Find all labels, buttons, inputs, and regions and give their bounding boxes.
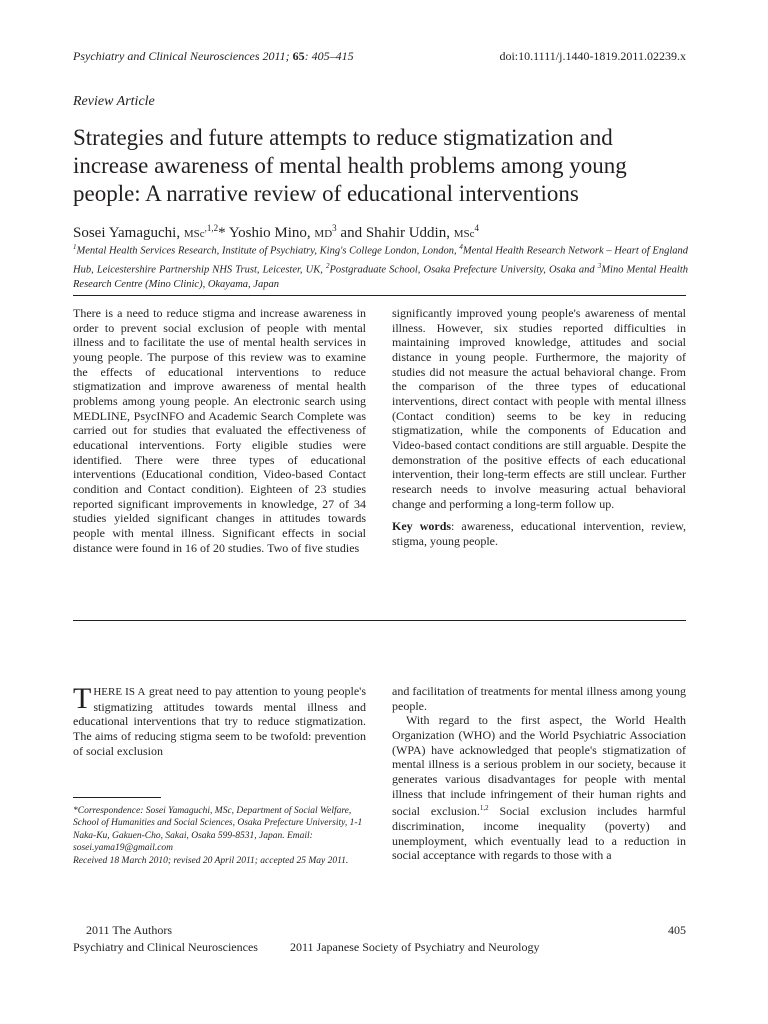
abstract-bottom-rule [73,620,686,621]
body-right-column [392,684,686,863]
keywords: Key words: awareness, educational intervention, review, stigma, young people. [392,519,686,548]
footer-journal: Psychiatry and Clinical Neurosciences [73,940,258,954]
affiliations: $^1$Mental Health Services Research, Institute of Psychiatry, King's College London, London, $^4$Mental Health Research Network – Heart of England Hub, Leicestershire Partnership NHS Trust, Leicester, UK, $^2$Postgraduate School, Osaka Prefecture University, Osaka and $^3$Mino Mental Health Research Centre (Mino Clinic), Okayama, Japan [73,243,688,291]
abstract-right-text: significantly improved young people's awareness of mental illness. However, six studies reported difficulties in maintaining improved knowledge, attitudes and social distance in young people. Furthermore, the majority of studies did not measure the actual behavioral change. From the comparison of the three types of educational interventions, direct contact with people with mental illness (Contact condition) seems to be key in reducing stigmatization, while the components of Education and Video-based contact conditions are still arguable. Despite the demonstration of the positive effects of each educational intervention, their long-term effects are still unclear. Further research needs to involve measuring actual behavioral change and performing a long-term follow up. [392,306,686,511]
page-number: 405 [668,923,686,937]
article-title: Strategies and future attempts to reduce stigmatization and increase awareness of mental health problems among young people: A narrative review of educational interventions [73,125,627,206]
correspondence-footnote: *Correspondence: Sosei Yamaguchi, MSc, Department of Social Welfare, School of Humanities and Social Sciences, Osaka Prefecture University, 1-1 Naka-Ku, Gakuen-Cho, Sakai, Osaka 599-8531, Japan. Email: sosei.yama19@gmail.com Received 18 March 2010; revised 20 April 2011; accepted 25 May 2011. [73,806,363,866]
body-paragraph: With regard to the first aspect, the World Health Organization (WHO) and the World Psychiatric Association (WPA) have acknowledged that people's stigmatization of mental illness is a serious problem in our society, because it generates various disadvantages for people with mental illness that include infringement of their human rights and social exclusion.$^{1,2}$ Social exclusion includes harmful discrimination, income inequality (poverty) and unemployment, which eventually lead to a reduction in social acceptance with regards to those with a [392,713,686,863]
running-header-journal: Psychiatry and Clinical Neurosciences 2011; 65: 405–415 [73,49,354,63]
body-left-column: THERE IS A great need to pay attention to young people's stigmatizing attitudes towards mental illness and educational interventions that try to reduce stigmatization. The aims of reducing stigma seem to be twofold: prevention of social exclusion [73,682,367,758]
footnote-rule [73,797,161,798]
abstract-right-column [392,306,686,549]
footer-society: 2011 Japanese Society of Psychiatry and Neurology [290,940,540,954]
article-type: Review Article [73,94,155,109]
doi: doi:10.1111/j.1440-1819.2011.02239.x [499,49,686,63]
drop-cap: T [73,682,92,715]
footer-copyright-authors: 2011 The Authors [86,923,172,937]
body-paragraph: and facilitation of treatments for mental illness among young people. [392,684,686,713]
abstract-left-column: There is a need to reduce stigma and increase awareness in order to prevent social exclusion of people with mental illness and to facilitate the use of mental health services in young people. The purpose of this review was to examine the effects of educational interventions to reduce stigmatization and improve awareness of mental health problems among young people. An electronic search using MEDLINE, PsycINFO and Academic Search Complete was carried out for studies that evaluated the effectiveness of educational interventions. Forty eligible studies were identified. There were three types of educational interventions (Educational condition, Video-based Contact condition and Contact condition). Eighteen of 23 studies reported significant improvements in knowledge, 27 of 34 studies yielded significant changes in attitudes towards people with mental illness. Significant effects in social distance were found in 16 of 20 studies. Two of five studies [73,306,366,555]
author-list: Sosei Yamaguchi, MSc$^{,1,2}$* Yoshio Mino, $MD^3$ and Shahir Uddin, MSc$^4$ [73,223,480,241]
abstract-top-rule [73,295,686,296]
